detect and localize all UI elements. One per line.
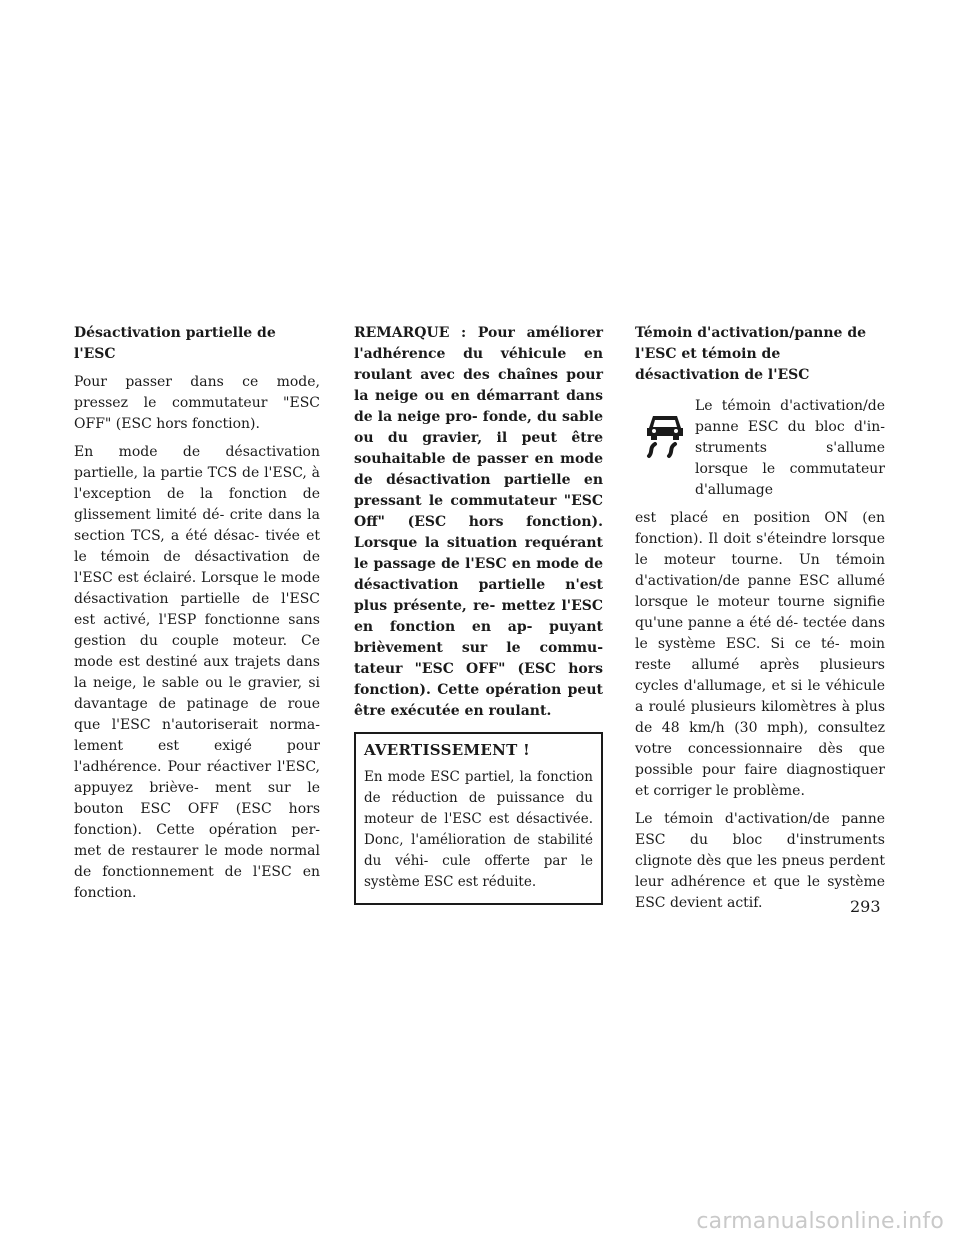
warning-title: AVERTISSEMENT ! xyxy=(364,741,530,759)
section-heading-partial-deactivation: Désactivation partielle de l'ESC xyxy=(74,325,276,362)
paragraph-indicator-on: est placé en position ON (en fonction). Il doit s'éteindre lorsque le moteur tourne. Un témoin d'activation/de panne ESC allumé lorsque le moteur tourne signifie qu'une panne a été dé- tectée dans le système ESC. Si ce té- moin reste allumé après plusieurs cycles d'allumage, et si le véhicule a roulé plusieurs kilomètres à plus de 48 km/h (30 mph), consultez votre concessionnaire dès que possible pour faire diagnostiquer et corriger le problème. xyxy=(635,510,885,799)
paragraph-switch-mode: Pour passer dans ce mode, pressez le commutateur "ESC OFF" (ESC hors fonction). xyxy=(74,374,320,432)
paragraph-indicator-flash: Le témoin d'activation/de panne ESC du bloc d'instruments clignote dès que les pneus perdent leur adhérence et que le système ESC devient actif. xyxy=(635,811,885,911)
page-number: 293 xyxy=(850,897,881,916)
indicator-row xyxy=(635,396,885,508)
note-remark: REMARQUE : Pour améliorer l'adhérence du véhicule en roulant avec des chaînes pour la neige ou en démarrant dans de la neige pro- fonde, du sable ou du gravier, il peut être souhaitable de passer en mode de désactivation partielle en pressant le commutateur "ESC Off" (ESC hors fonction). Lorsque la situation requérant le passage de l'ESC en mode de désactivation partielle n'est plus présente, re- mettez l'ESC en fonction en ap- puyant brièvement sur le commu- tateur "ESC OFF" (ESC hors fonction). Cette opération peut être exécutée en roulant. xyxy=(354,325,603,719)
column-left xyxy=(74,323,320,911)
watermark: carmanualsonline.info xyxy=(696,1209,944,1234)
paragraph-partial-mode: En mode de désactivation partielle, la partie TCS de l'ESC, à l'exception de la fonction de glissement limité dé- crite dans la section TCS, a été désac- tivée et le témoin de désactivation de l'ESC est éclairé. Lorsque le mode désactivation partielle de l'ESC est activé, l'ESP fonctionne sans gestion du couple moteur. Ce mode est destiné aux trajets dans la neige, le sable ou le gravier, si davantage de patinage de roue que l'ESC n'autoriserait norma- lement est exigé pour l'adhérence. Pour réactiver l'ESC, appuyez briève- ment sur le bouton ESC OFF (ESC hors fonction). Cette opération per- met de restaurer le mode normal de fonctionnement de l'ESC en fonction. xyxy=(74,444,320,901)
warning-text: En mode ESC partiel, la fonction de réduction de puissance du moteur de l'ESC est désactivée. Donc, l'amélioration de stabilité du véhi- cule offerte par le système ESC est réduite. xyxy=(364,769,593,890)
column-right xyxy=(635,323,885,921)
warning-box xyxy=(354,732,603,905)
esc-skid-car-icon xyxy=(635,396,695,476)
indicator-intro-text: Le témoin d'activation/de panne ESC du bloc d'in- struments s'allume lorsque le commutateur d'allumage xyxy=(695,398,885,498)
section-heading-esc-indicator: Témoin d'activation/panne de l'ESC et témoin de désactivation de l'ESC xyxy=(635,325,867,383)
column-middle xyxy=(354,323,603,905)
